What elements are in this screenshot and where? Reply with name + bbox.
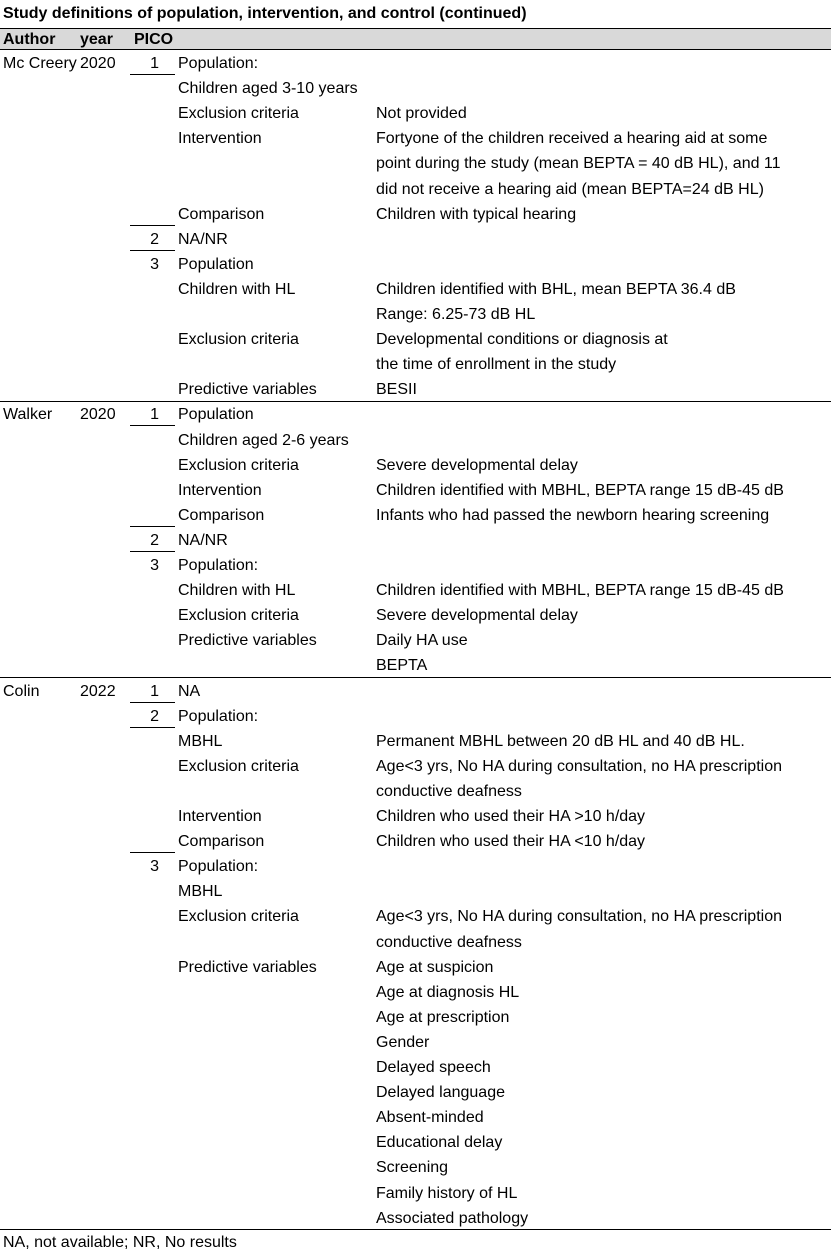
pico-number-cell: 2: [150, 531, 159, 549]
value-cell: Age<3 yrs, No HA during consultation, no HA prescription: [376, 757, 782, 775]
table-row: [0, 202, 831, 227]
value-cell: Infants who had passed the newborn hearing screening: [376, 506, 770, 524]
table-row: [0, 428, 831, 453]
pico-underline: [130, 702, 175, 703]
author-cell: Mc Creery: [3, 55, 77, 72]
table-row: [0, 779, 831, 804]
value-cell: Delayed speech: [376, 1059, 491, 1076]
table-row: [0, 327, 831, 352]
table-header: [0, 28, 831, 50]
header-year: year: [80, 31, 113, 48]
label-cell: NA/NR: [178, 230, 228, 248]
label-cell: Population: [178, 255, 254, 273]
label-cell: Children with HL: [178, 582, 296, 600]
label-cell: NA: [178, 682, 201, 700]
value-cell: Absent-minded: [376, 1109, 484, 1127]
table-row: [0, 478, 831, 503]
pico-number-cell: 2: [150, 707, 159, 725]
year-cell: 2020: [80, 55, 116, 72]
value-cell: the time of enrollment in the study: [376, 356, 617, 374]
pico-underline: [130, 425, 175, 426]
table-row: [0, 1181, 831, 1206]
pico-number-cell: 1: [150, 682, 159, 700]
label-cell: Population:: [178, 557, 259, 574]
pico-underline: [130, 225, 175, 226]
pico-number-cell: 1: [150, 406, 159, 424]
pico-underline: [130, 852, 175, 853]
table-row: [0, 151, 831, 176]
label-cell: Population: [178, 406, 254, 424]
table-row: [0, 1080, 831, 1105]
table-row: [0, 980, 831, 1005]
label-cell: Predictive variables: [178, 958, 317, 976]
value-cell: Screening: [376, 1159, 449, 1177]
table-row: [0, 1130, 831, 1155]
label-cell: Children with HL: [178, 280, 296, 298]
label-cell: Exclusion criteria: [178, 757, 299, 775]
label-cell: MBHL: [178, 732, 223, 750]
table-row: [0, 704, 831, 729]
value-cell: Associated pathology: [376, 1209, 529, 1227]
value-cell: Gender: [376, 1033, 430, 1051]
table-row: [0, 402, 831, 427]
table-row: [0, 1105, 831, 1130]
table-row: [0, 729, 831, 754]
label-cell: Comparison: [178, 205, 265, 223]
pico-number-cell: 3: [150, 255, 159, 273]
label-cell: Children aged 3-10 years: [178, 80, 358, 98]
value-cell: point during the study (mean BEPTA = 40 dB HL), and 11: [376, 155, 781, 173]
table-row: [0, 528, 831, 553]
pico-underline: [130, 250, 175, 251]
value-cell: Developmental conditions or diagnosis at: [376, 331, 668, 349]
value-cell: Permanent MBHL between 20 dB HL and 40 dB HL.: [376, 732, 745, 750]
label-cell: Exclusion criteria: [178, 607, 299, 625]
label-cell: Children aged 2-6 years: [178, 431, 349, 449]
table-row: [0, 302, 831, 327]
table-row: [0, 679, 831, 704]
pico-number-cell: 3: [150, 858, 159, 876]
value-cell: conductive deafness: [376, 782, 522, 800]
table-row: [0, 1206, 831, 1231]
author-cell: Colin: [3, 682, 40, 700]
table-row: [0, 653, 831, 678]
value-cell: Children identified with BHL, mean BEPTA 36.4 dB: [376, 280, 736, 298]
label-cell: Intervention: [178, 481, 262, 499]
value-cell: conductive deafness: [376, 933, 522, 951]
table-row: [0, 1055, 831, 1080]
year-cell: 2020: [80, 406, 116, 424]
table-row: [0, 628, 831, 653]
pico-underline: [130, 526, 175, 527]
label-cell: Predictive variables: [178, 632, 317, 650]
value-cell: Educational delay: [376, 1134, 503, 1152]
value-cell: Age<3 yrs, No HA during consultation, no HA prescription: [376, 908, 782, 926]
value-cell: Severe developmental delay: [376, 607, 578, 625]
header-author: Author: [3, 31, 56, 48]
table-row: [0, 126, 831, 151]
value-cell: Family history of HL: [376, 1184, 518, 1202]
table-row: [0, 603, 831, 628]
value-cell: Children who used their HA <10 h/day: [376, 833, 646, 851]
value-cell: BEPTA: [376, 657, 428, 675]
pico-number-cell: 3: [150, 557, 159, 574]
pico-underline: [130, 551, 175, 552]
table-row: [0, 1030, 831, 1055]
table-row: [0, 930, 831, 955]
table-row: [0, 829, 831, 854]
label-cell: Population:: [178, 858, 259, 876]
table-row: [0, 904, 831, 929]
label-cell: Exclusion criteria: [178, 908, 299, 926]
value-cell: Children identified with MBHL, BEPTA range 15 dB-45 dB: [376, 481, 784, 499]
table-row: [0, 1005, 831, 1030]
label-cell: Population:: [178, 707, 259, 725]
author-cell: Walker: [3, 406, 53, 424]
label-cell: Comparison: [178, 506, 265, 524]
value-cell: Children identified with MBHL, BEPTA range 15 dB-45 dB: [376, 582, 784, 600]
table-row: [0, 352, 831, 377]
label-cell: Comparison: [178, 833, 265, 851]
value-cell: BESII: [376, 381, 417, 399]
value-cell: Severe developmental delay: [376, 456, 578, 474]
label-cell: Predictive variables: [178, 381, 317, 399]
value-cell: Not provided: [376, 105, 467, 123]
label-cell: Population:: [178, 55, 259, 72]
value-cell: Delayed language: [376, 1084, 505, 1102]
value-cell: Daily HA use: [376, 632, 468, 650]
table-row: [0, 227, 831, 252]
table-row: [0, 553, 831, 578]
table-row: [0, 578, 831, 603]
table-row: [0, 252, 831, 277]
table-row: [0, 754, 831, 779]
table-row: [0, 804, 831, 829]
header-pico: PICO: [134, 31, 174, 48]
table-row: [0, 503, 831, 528]
pico-number-cell: 2: [150, 230, 159, 248]
value-cell: Age at diagnosis HL: [376, 983, 520, 1001]
table-row: [0, 879, 831, 904]
value-cell: Range: 6.25-73 dB HL: [376, 306, 536, 323]
table-row: [0, 453, 831, 478]
value-cell: Children who used their HA >10 h/day: [376, 808, 646, 825]
footnote: NA, not available; NR, No results: [3, 1234, 237, 1251]
pico-underline: [130, 727, 175, 728]
pico-number-cell: 1: [150, 55, 159, 72]
year-cell: 2022: [80, 682, 116, 700]
label-cell: Exclusion criteria: [178, 105, 299, 123]
value-cell: Fortyone of the children received a hearing aid at some: [376, 130, 768, 148]
value-cell: Age at suspicion: [376, 958, 494, 976]
value-cell: did not receive a hearing aid (mean BEPTA=24 dB HL): [376, 180, 764, 198]
pico-underline: [130, 74, 175, 75]
label-cell: NA/NR: [178, 531, 228, 549]
label-cell: MBHL: [178, 883, 223, 901]
table-row: [0, 377, 831, 402]
table-title: Study definitions of population, intervention, and control (continued): [3, 5, 527, 22]
table-row: [0, 854, 831, 879]
label-cell: Exclusion criteria: [178, 331, 299, 349]
table-row: [0, 1155, 831, 1180]
table-row: [0, 101, 831, 126]
label-cell: Intervention: [178, 130, 262, 148]
table-row: [0, 76, 831, 101]
value-cell: Children with typical hearing: [376, 205, 577, 223]
table-row: [0, 51, 831, 76]
label-cell: Exclusion criteria: [178, 456, 299, 474]
label-cell: Intervention: [178, 808, 262, 825]
value-cell: Age at prescription: [376, 1008, 510, 1026]
table-row: [0, 177, 831, 202]
table-row: [0, 277, 831, 302]
table-row: [0, 955, 831, 980]
